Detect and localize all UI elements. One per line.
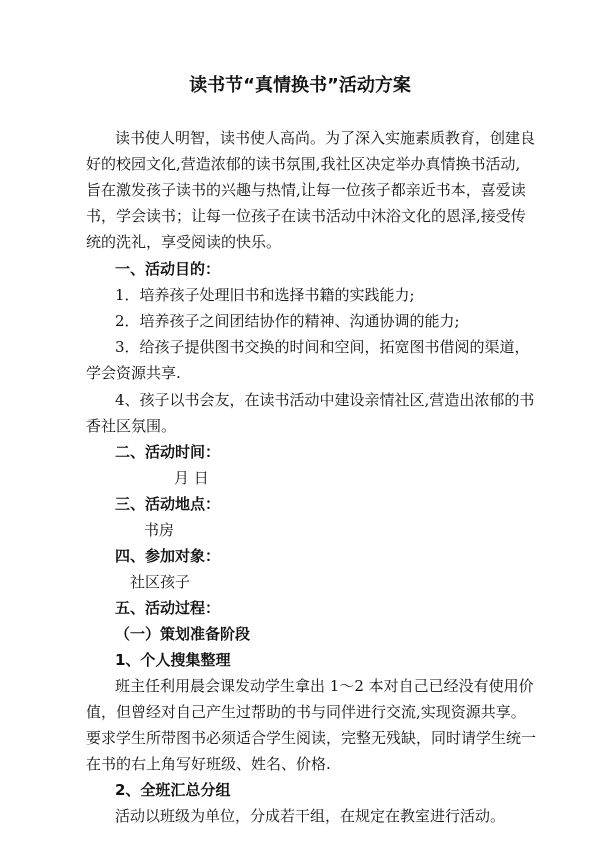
step-heading-group: 2、全班汇总分组 bbox=[115, 781, 231, 799]
intro-line-5: 统的洗礼，享受阅读的快乐。 bbox=[86, 233, 282, 251]
activity-time-value: 月 日 bbox=[174, 469, 209, 487]
purpose-item-3: 3．给孩子提供图书交换的时间和空间，拓宽图书借阅的渠道， bbox=[115, 338, 530, 356]
step1-line-2: 值，但曾经对自己产生过帮助的书与同伴进行交流,实现资源共享。 bbox=[86, 703, 526, 721]
phase-heading-planning: （一）策划准备阶段 bbox=[115, 625, 251, 643]
section-heading-purpose: 一、活动目的： bbox=[115, 260, 221, 278]
intro-line-2: 好的校园文化,营造浓郁的读书氛围,我社区决定举办真情换书活动, bbox=[86, 155, 521, 173]
step1-line-3: 要求学生所带图书必须适合学生阅读，完整无残缺，同时请学生统一 bbox=[86, 729, 537, 747]
section-heading-process: 五、活动过程： bbox=[115, 599, 221, 617]
step1-line-1: 班主任利用晨会课发动学生拿出 1～2 本对自己已经没有使用价 bbox=[115, 677, 534, 695]
purpose-item-4: 4、孩子以书会友，在读书活动中建设亲情社区,营造出浓郁的书 bbox=[115, 391, 535, 409]
purpose-item-3-cont: 学会资源共享. bbox=[86, 364, 181, 382]
intro-line-4: 书，学会读书；让每一位孩子在读书活动中沐浴文化的恩泽,接受传 bbox=[86, 207, 526, 225]
purpose-item-4-cont: 香社区氛围。 bbox=[86, 417, 177, 435]
intro-line-1: 读书使人明智，读书使人高尚。为了深入实施素质教育，创建良 bbox=[115, 129, 536, 147]
step2-line-1: 活动以班级为单位，分成若干组，在规定在教室进行活动。 bbox=[115, 807, 506, 825]
activity-location-value: 书房 bbox=[144, 521, 175, 539]
step-heading-collect: 1、个人搜集整理 bbox=[115, 651, 231, 669]
step1-line-4: 在书的右上角写好班级、姓名、价格. bbox=[86, 755, 331, 773]
intro-line-3: 旨在激发孩子读书的兴趣与热情,让每一位孩子都亲近书本，喜爱读 bbox=[86, 181, 526, 199]
section-heading-participants: 四、参加对象： bbox=[115, 547, 221, 565]
purpose-item-2: 2．培养孩子之间团结协作的精神、沟通协调的能力; bbox=[115, 312, 460, 330]
purpose-item-1: 1．培养孩子处理旧书和选择书籍的实践能力; bbox=[115, 286, 415, 304]
section-heading-location: 三、活动地点： bbox=[115, 495, 221, 513]
participants-value: 社区孩子 bbox=[130, 573, 191, 591]
section-heading-time: 二、活动时间： bbox=[115, 443, 221, 461]
document-title: 读书节“真情换书”活动方案 bbox=[189, 75, 411, 96]
